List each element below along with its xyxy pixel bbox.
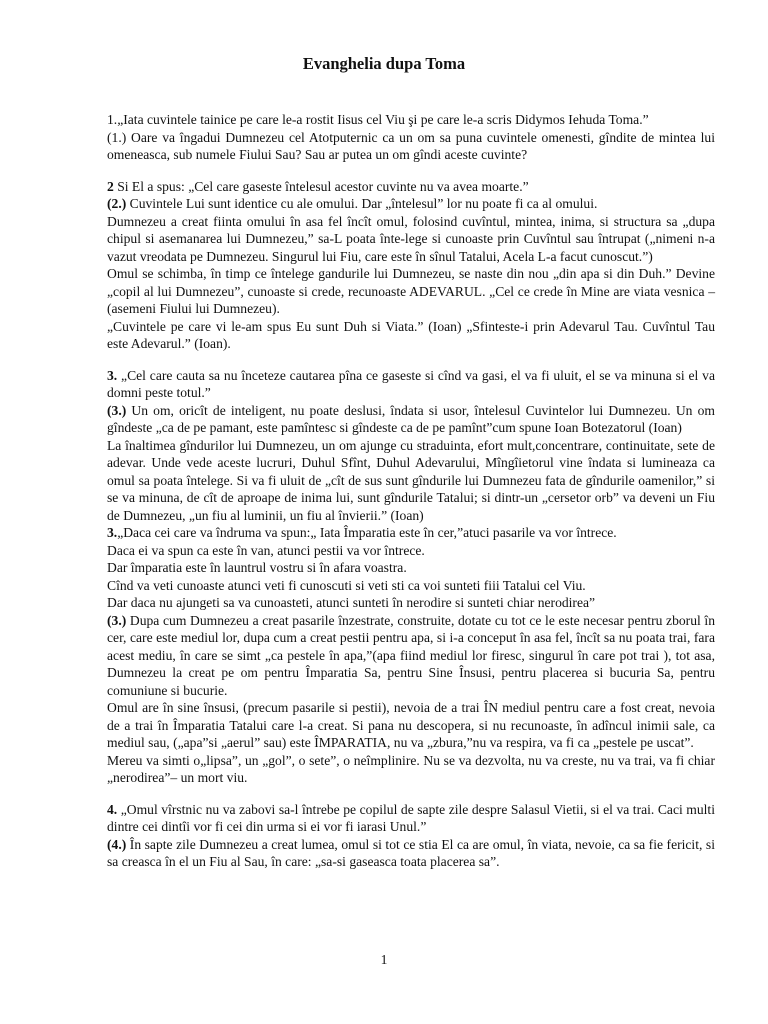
paragraph (107, 542, 715, 560)
paragraph (107, 594, 715, 612)
paragraph-text: Dumnezeu a creat fiinta omului în asa fel încît omul, folosind cuvîntul, mintea, inima, si structura sa „dupa chipul si asemanarea lui Dumnezeu,” sa-L poata înte-lege si cunoaste prin Cuvîntul sau întrupat („nimeni n-a vazut vreodata pe Dumnezeu. Singurul lui Fiu, care este în sînul Tatalui, Acela L-a facut cunoscut.”) (107, 213, 715, 264)
verse-number: (3.) (107, 402, 127, 418)
paragraph (107, 129, 715, 164)
paragraph-text: „Cuvintele pe care vi le-am spus Eu sunt Duh si Viata.” (Ioan) „Sfinteste-i prin Adevarul Tau. Cuvîntul Tau este Adevarul.” (Ioan). (107, 318, 715, 351)
verse-number: (4.) (107, 836, 127, 852)
paragraph-text: „Cel care cauta sa nu înceteze cautarea pîna ce gaseste si cînd va gasi, el va fi uluit, el se va minuna si el va domni peste totul.” (107, 367, 715, 400)
document-body (107, 111, 715, 871)
paragraph-text: Cuvintele Lui sunt identice cu ale omului. Dar „întelesul” lor nu poate fi ca al omului. (126, 196, 598, 211)
paragraph-text: Daca ei va spun ca este în van, atunci pestii va vor întrece. (107, 542, 425, 558)
paragraph (107, 612, 715, 700)
paragraph (107, 178, 715, 196)
paragraph-text: Mereu va simti o„lipsa”, un „gol”, o sete”, o neîmplinire. Nu se va dezvolta, nu va creste, nu va trai, va fi chiar „nerodirea”– un mort viu. (107, 752, 715, 785)
paragraph (107, 699, 715, 752)
section-block (107, 367, 715, 787)
paragraph (107, 402, 715, 437)
verse-number: (2.) (107, 196, 127, 211)
paragraph (107, 437, 715, 525)
paragraph (107, 801, 715, 836)
paragraph (107, 111, 715, 129)
verse-number: 2 (107, 178, 114, 194)
paragraph-text: Dupa cum Dumnezeu a creat pasarile înzestrate, construite, dotate cu tot ce le este necesar pentru zborul în cer, care este mediul lor, dupa cum a creat pestii pentru apa, si i-a conceput în asa fel, încît sa nu poata trai, fara acest mediu, în care se simt „ca pestele în apa,”(apa fiind mediul lor firesc, singurul în care pot trai ), tot asa, Dumnezeu la creat pe om pentru Împaratia Sa, pentru Sine Însusi, pentru placerea si bucuria Sa, pentru comuniune si bucurie. (107, 612, 715, 698)
paragraph-text: Un om, oricît de inteligent, nu poate deslusi, îndata si usor, întelesul Cuvintelor lui Dumnezeu. Un om gîndeste „ca de pe pamant, este pamîntesc si gîndeste ca de pe pamînt”cum spune Ioan Botezatorul (Ioan) (107, 402, 715, 435)
paragraph-text: Omul se schimba, în timp ce întelege gandurile lui Dumnezeu, se naste din nou „din apa si din Duh.” Devine „copil al lui Dumnezeu”, cunoaste si crede, recunoaste ADEVARUL. „Cel ce crede în Mine are viata vesnica –(asemeni Fiului lui Dumnezeu). (107, 266, 715, 316)
paragraph-text: Si El a spus: „Cel care gaseste întelesul acestor cuvinte nu va avea moarte.” (113, 178, 529, 194)
paragraph-text: Omul are în sine însusi, (precum pasarile si pestii), nevoia de a trai ÎN mediul pentru care a fost creat, nevoia de a trai în Împaratia Tatalui care l-a creat. Si pana nu descopera, si nu recunoaste, în adîncul inimii sale, ca mediul sau, („apa”si „aerul” sau) este ÎMPARATIA, nu va „zbura,”nu va respira, va fi ca „pestele pe uscat”. (107, 700, 715, 750)
paragraph (107, 318, 715, 353)
paragraph (107, 213, 715, 266)
verse-number: 3. (107, 367, 118, 383)
paragraph-text: La înaltimea gîndurilor lui Dumnezeu, un om ajunge cu straduinta, efort mult,concentrare, continuitate, sete de adevar. Unde vede aceste lucruri, Duhul Sfînt, Duhul Adevarului, Mîngîietorul vine îndata si lumineaza ca omul sa poata întelege. Si va fi uluit de „cît de sus sunt gîndurile lui Dumnezeu fata de gîndurile oamenilor,” si se va minuna, de cît de aproape de inima lui, sunt gîndurile Tatalui; si dintr-un „cersetor orb” va deveni un Fiu de Dumnezeu, „un fiu al luminii, un fiu al învierii.” (Ioan) (107, 437, 715, 523)
paragraph (107, 367, 715, 402)
paragraph (107, 524, 715, 542)
paragraph-text: Dar daca nu ajungeti sa va cunoasteti, atunci sunteti în nerodire si sunteti chiar nerodirea” (107, 595, 596, 610)
paragraph (107, 577, 715, 595)
paragraph-text: Cînd va veti cunoaste atunci veti fi cunoscuti si veti sti ca voi sunteti fiii Tatalui cel Viu. (107, 577, 586, 593)
paragraph-text: 1.„Iata cuvintele tainice pe care le-a rostit Iisus cel Viu şi pe care le-a scris Didymos Iehuda Toma.” (107, 112, 649, 127)
paragraph (107, 836, 715, 871)
document-title: Evanghelia dupa Toma (302, 54, 466, 73)
paragraph-text: În sapte zile Dumnezeu a creat lumea, omul si tot ce stia El ca are omul, în viata, nevoie, ca sa fie fericit, si sa creasca în el un Fiu al Sau, în care: „sa-si gaseasca toata placerea sa”. (107, 836, 715, 869)
section-block (107, 111, 715, 164)
paragraph-text: „Daca cei care va îndruma va spun:„ Iata Împaratia este în cer,”atuci pasarile va vor întrece. (117, 525, 617, 540)
paragraph-text: Dar împaratia este în launtrul vostru si în afara voastra. (107, 560, 407, 575)
paragraph-text: „Omul vîrstnic nu va zabovi sa-l întrebe pe copilul de sapte zile despre Salasul Vietii, si el va trai. Caci multi dintre cei dintîi vor fi cei din urma si ei vor fi iarasi Unul.” (107, 801, 715, 834)
paragraph (107, 752, 715, 787)
verse-number: 3. (107, 525, 118, 540)
verse-number: (3.) (107, 612, 127, 628)
paragraph (107, 195, 715, 213)
page-number: 1 (380, 952, 388, 967)
paragraph (107, 559, 715, 577)
section-block (107, 178, 715, 353)
section-block (107, 801, 715, 871)
paragraph-text: (1.) Oare va îngadui Dumnezeu cel Atotputernic ca un om sa puna cuvintele omenesti, gîndite de mintea lui omeneasca, sub numele Fiului Sau? Sau ar putea un om gîndi aceste cuvinte? (107, 129, 715, 162)
paragraph (107, 265, 715, 318)
verse-number: 4. (107, 801, 118, 817)
